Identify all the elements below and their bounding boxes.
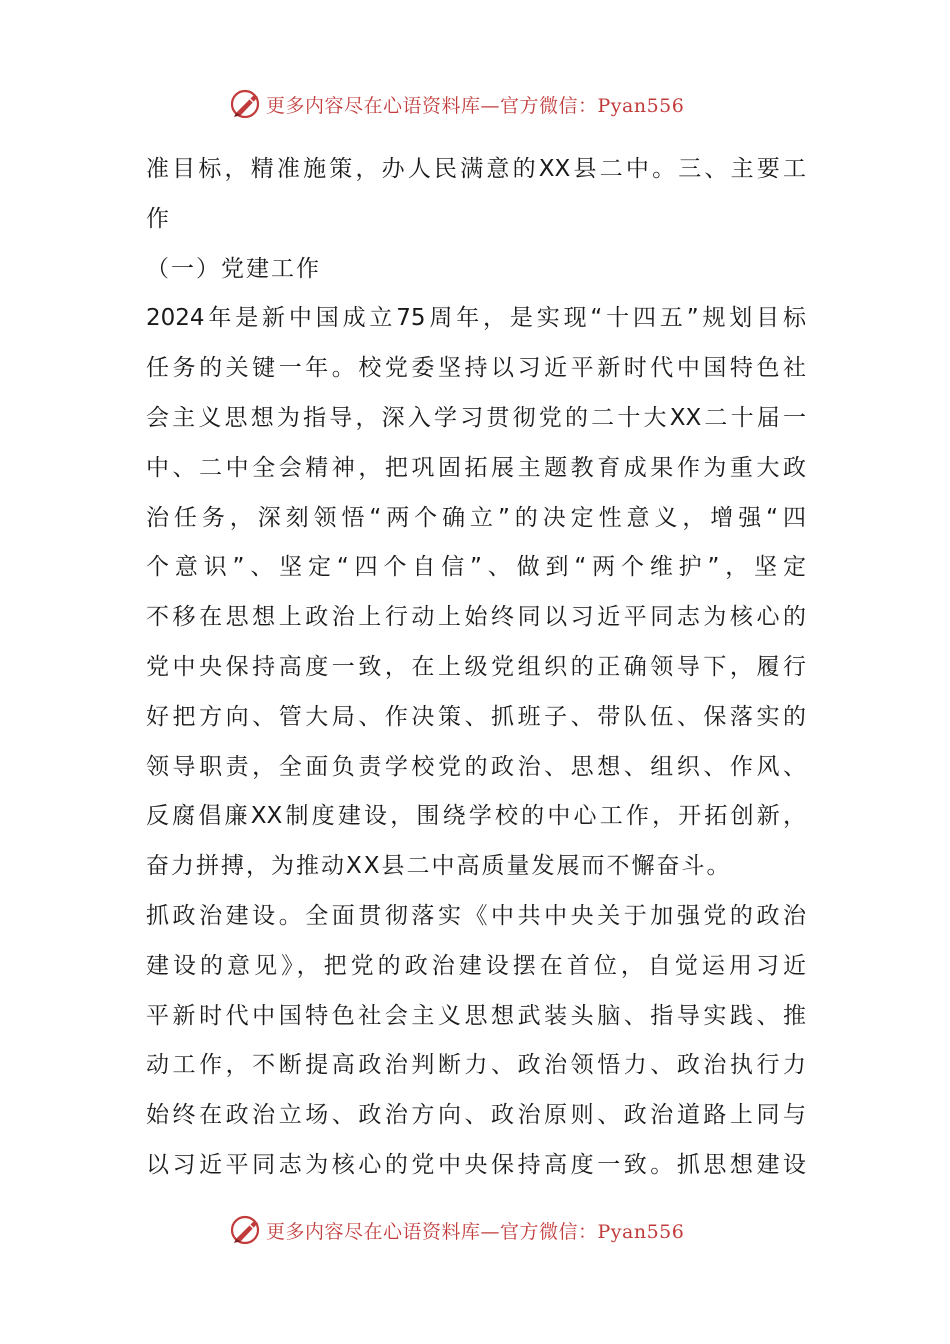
footer-watermark xyxy=(228,1210,684,1250)
text-line: 以习近平同志为核心的党中央保持高度一致。抓思想建设 xyxy=(146,1151,806,1178)
text-line: 奋力拼搏，为推动XX县二中高质量发展而不懈奋斗。 xyxy=(146,853,732,880)
text-line: 反腐倡廉XX制度建设，围绕学校的中心工作，开拓创新， xyxy=(146,803,806,830)
text-line: 作 xyxy=(146,205,171,232)
text-line: 会主义思想为指导，深入学习贯彻党的二十大XX二十届一 xyxy=(146,404,806,431)
watermark-text: 更多内容尽在心语资料库—官方微信：Pyan556 xyxy=(266,94,685,117)
body-text xyxy=(146,145,806,1191)
section-heading: （一）党建工作 xyxy=(146,255,321,282)
pen-logo-icon xyxy=(228,1212,264,1248)
text-line: 抓政治建设。全面贯彻落实《中共中央关于加强党的政治 xyxy=(146,902,806,929)
text-line: 治任务，深刻领悟“两个确立”的决定性意义，增强“四 xyxy=(146,504,806,531)
text-line: 党中央保持高度一致，在上级党组织的正确领导下，履行 xyxy=(146,653,806,680)
pen-logo-icon xyxy=(228,86,264,122)
watermark-text: 更多内容尽在心语资料库—官方微信：Pyan556 xyxy=(266,1220,685,1243)
text-line: 任务的关键一年。校党委坚持以习近平新时代中国特色社 xyxy=(146,355,806,382)
text-line: 个意识”、坚定“四个自信”、做到“两个维护”，坚定 xyxy=(146,554,806,581)
text-line: 2024年是新中国成立75周年，是实现“十四五”规划目标 xyxy=(146,305,806,332)
text-line: 准目标，精准施策，办人民满意的XX县二中。三、主要工 xyxy=(146,156,806,182)
text-line: 不移在思想上政治上行动上始终同以习近平同志为核心的 xyxy=(146,604,806,631)
text-line: 中、二中全会精神，把巩固拓展主题教育成果作为重大政 xyxy=(146,454,806,481)
text-line: 始终在政治立场、政治方向、政治原则、政治道路上同与 xyxy=(146,1102,806,1129)
text-line: 建设的意见》，把党的政治建设摆在首位，自觉运用习近 xyxy=(146,952,806,979)
text-line: 好把方向、管大局、作决策、抓班子、带队伍、保落实的 xyxy=(146,703,806,730)
text-line: 动工作，不断提高政治判断力、政治领悟力、政治执行力 xyxy=(146,1052,806,1079)
text-line: 领导职责，全面负责学校党的政治、思想、组织、作风、 xyxy=(146,753,806,780)
header-watermark xyxy=(228,84,684,124)
text-line: 平新时代中国特色社会主义思想武装头脑、指导实践、推 xyxy=(146,1002,806,1029)
